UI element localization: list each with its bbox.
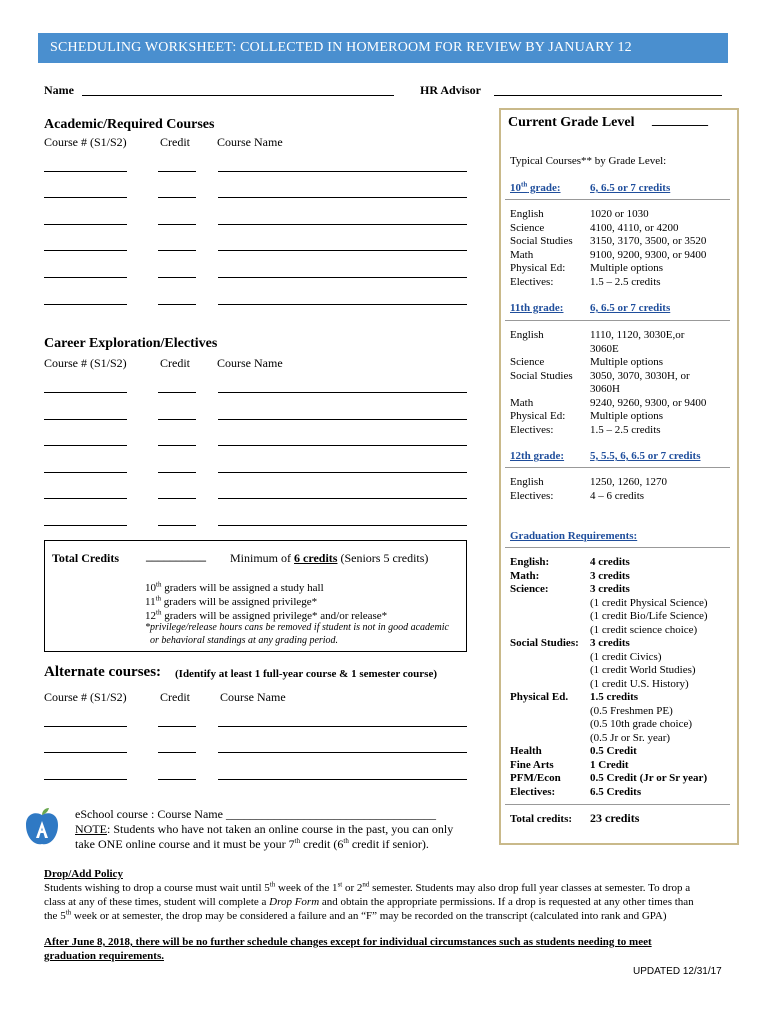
career-col-name: Course Name — [217, 356, 283, 370]
grade-level-label: Current Grade Level — [508, 115, 635, 130]
course-number-field[interactable] — [44, 752, 127, 753]
final-notice — [44, 935, 734, 963]
grad-value: (0.5 Jr or Sr. year) — [590, 731, 671, 744]
subject: Math — [510, 248, 534, 261]
course-value: 1.5 – 2.5 credits — [590, 423, 661, 436]
course-number-field[interactable] — [44, 779, 127, 780]
typical-courses-label: Typical Courses** by Grade Level: — [510, 155, 667, 167]
academic-title: Academic/Required Courses — [44, 117, 215, 132]
grad-value: 0.5 Credit — [590, 745, 637, 757]
grade10-credits: 6, 6.5 or 7 credits — [590, 182, 671, 194]
divider — [505, 804, 730, 805]
credit-field[interactable] — [158, 304, 196, 305]
privilege-note-1: *privilege/release hours cans be removed if student is not in good academic — [145, 622, 449, 633]
line3b: credit (6 — [300, 837, 344, 851]
course-value: 3060E — [590, 342, 619, 355]
grade10-number: 10 — [510, 182, 521, 194]
grad-subject: Social Studies: — [510, 637, 579, 649]
privilege-12 — [145, 609, 387, 623]
credit-field[interactable] — [158, 171, 196, 172]
privilege-note-2: or behavioral standings at any grading period. — [150, 635, 339, 646]
course-number-field[interactable] — [44, 277, 127, 278]
grade12-values — [590, 476, 667, 503]
course-value: 9240, 9260, 9300, or 9400 — [590, 396, 707, 409]
drop-add-policy — [44, 867, 734, 923]
grad-value: 3 credits — [590, 637, 630, 649]
grad-value: (1 credit Civics) — [590, 650, 662, 663]
course-number-field[interactable] — [44, 445, 127, 446]
grad-subject: Electives: — [510, 785, 556, 798]
alternate-col-credit: Credit — [160, 690, 190, 704]
grade11-subjects — [510, 329, 573, 437]
course-value: 1250, 1260, 1270 — [590, 476, 667, 488]
privilege-11-text: graders will be assigned privilege* — [163, 596, 318, 608]
course-number-field[interactable] — [44, 472, 127, 473]
course-name-field[interactable] — [218, 392, 467, 393]
credit-field[interactable] — [158, 277, 196, 278]
career-col-credit: Credit — [160, 356, 190, 370]
grad-subject: English: — [510, 556, 550, 568]
grad-subject — [510, 732, 579, 746]
grad-subject — [510, 651, 579, 665]
academic-col-course: Course # (S1/S2) — [44, 135, 127, 149]
course-value: 1.5 – 2.5 credits — [590, 275, 661, 288]
course-value: 4100, 4110, or 4200 — [590, 221, 679, 234]
grad-subject — [510, 664, 579, 678]
subject — [510, 343, 573, 357]
privilege-list — [145, 581, 387, 623]
p1d: semester. Students may also drop full year classes at semester. To drop a — [369, 882, 691, 894]
credit-field[interactable] — [158, 224, 196, 225]
ordinal: th — [65, 908, 72, 917]
privilege-12-text: graders will be assigned privilege* and/or release* — [164, 610, 388, 622]
total-credits-field[interactable]: __________ — [146, 549, 206, 563]
note-label: NOTE — [75, 822, 107, 836]
privilege-10-text: graders will be assigned a study hall — [164, 582, 324, 594]
total-credits-req-value: 23 credits — [590, 811, 640, 825]
course-value: Multiple options — [590, 262, 664, 274]
p2a: class at any of these times, student will complete a — [44, 896, 270, 908]
course-name-field[interactable] — [218, 277, 467, 278]
p3a: the 5 — [44, 910, 66, 922]
credit-field[interactable] — [158, 472, 196, 473]
course-value: 3050, 3070, 3030H, or — [590, 369, 690, 382]
line3c: credit if senior). — [348, 837, 429, 851]
ordinal: th — [269, 880, 276, 889]
grad-subject: Physical Ed. — [510, 691, 569, 703]
credit-field[interactable] — [158, 779, 196, 780]
career-title: Career Exploration/Electives — [44, 336, 218, 351]
subject: Science — [510, 356, 545, 368]
ordinal: th — [155, 594, 162, 603]
minimum-prefix: Minimum of — [230, 551, 295, 565]
page-banner: SCHEDULING WORKSHEET: COLLECTED IN HOMEROOM FOR REVIEW BY JANUARY 12 — [38, 33, 728, 63]
subject: Science — [510, 221, 545, 234]
divider — [505, 467, 730, 468]
subject: English — [510, 476, 544, 488]
grade12-subjects — [510, 476, 553, 503]
p3b: week or at semester, the drop may be considered a failure and an “F” may be recorded on the transcript (calculated into rank and GPA) — [71, 910, 667, 922]
grad-value: (1 credit Bio/Life Science) — [590, 610, 708, 622]
grade11-header: 11th grade: — [510, 302, 564, 314]
subject: Math — [510, 396, 534, 409]
grad-subject — [510, 597, 579, 611]
total-credits-req-label: Total credits: — [510, 813, 573, 825]
drop-form-text: Drop Form — [269, 896, 320, 908]
privilege-10 — [145, 581, 387, 595]
updated-date: UPDATED 12/31/17 — [633, 966, 722, 977]
grad-value: 3 credits — [590, 569, 630, 582]
credit-field[interactable] — [158, 498, 196, 499]
grade-level-field[interactable]: ________ — [652, 113, 708, 128]
course-number-field[interactable] — [44, 197, 127, 198]
course-value: 1110, 1120, 3030E,or — [590, 329, 685, 341]
course-name-field[interactable] — [218, 498, 467, 499]
grad-subjects — [510, 556, 579, 799]
course-name-field[interactable] — [218, 304, 467, 305]
credit-field[interactable] — [158, 752, 196, 753]
final-notice-line1: After June 8, 2018, there will be no further schedule changes except for individual circumstances such as students needing to meet — [44, 936, 652, 948]
subject: Electives: — [510, 489, 554, 502]
grad-subject: Health — [510, 745, 542, 757]
grad-value: (1 credit World Studies) — [590, 664, 696, 676]
course-name-field[interactable] — [218, 419, 467, 420]
alternate-title: Alternate courses: — [44, 664, 162, 680]
divider — [505, 199, 730, 200]
credit-field[interactable] — [158, 197, 196, 198]
grade10-subjects — [510, 208, 573, 289]
note-text: : Students who have not taken an online course in the past, you can only — [107, 822, 454, 836]
p1a: Students wishing to drop a course must wait until 5 — [44, 882, 270, 894]
credit-field[interactable] — [158, 445, 196, 446]
p2c: and obtain the appropriate permissions. If a drop is requested at any other times than — [319, 896, 694, 908]
alternate-subtitle: (Identify at least 1 full-year course & 1 semester course) — [175, 668, 437, 680]
subject: Physical Ed: — [510, 262, 566, 274]
grad-subject — [510, 678, 579, 692]
eschool-apple-logo — [22, 806, 62, 850]
alternate-col-name: Course Name — [220, 690, 286, 704]
grade12-header: 12th grade: — [510, 450, 565, 462]
divider — [505, 547, 730, 548]
grad-subject — [510, 610, 579, 624]
minimum-suffix: (Seniors 5 credits) — [337, 551, 429, 565]
ordinal: th — [156, 580, 162, 589]
subject: Physical Ed: — [510, 410, 566, 422]
eschool-line3 — [75, 837, 453, 852]
grad-value: (0.5 10th grade choice) — [590, 718, 693, 730]
ordinal: nd — [362, 880, 370, 889]
academic-col-credit: Credit — [160, 135, 190, 149]
eschool-line1: eSchool course : Course Name ___________________________________ — [75, 807, 436, 821]
ordinal: th — [343, 837, 349, 845]
grade12-credits: 5, 5.5, 6, 6.5 or 7 credits — [590, 450, 701, 462]
subject: Electives: — [510, 275, 554, 288]
subject: Electives: — [510, 423, 554, 436]
p1c: or 2 — [342, 882, 363, 894]
grad-value: 3 credits — [590, 583, 630, 595]
advisor-label: HR Advisor — [420, 83, 482, 97]
grad-subject: PFM/Econ — [510, 772, 561, 784]
alternate-col-course: Course # (S1/S2) — [44, 690, 127, 704]
grad-subject — [510, 718, 579, 732]
credit-field[interactable] — [158, 250, 196, 251]
grade-10: 10 — [145, 582, 156, 594]
grad-subject: Science: — [510, 583, 549, 595]
grad-value: (0.5 Freshmen PE) — [590, 704, 673, 717]
course-number-field[interactable] — [44, 419, 127, 420]
eschool-block — [75, 807, 453, 852]
grade10-header: 10th grade: — [510, 180, 561, 194]
grad-subject: Fine Arts — [510, 758, 554, 771]
grade10-values — [590, 208, 706, 289]
course-number-field[interactable] — [44, 250, 127, 251]
name-label: Name — [44, 83, 74, 97]
minimum-credits-text — [230, 551, 428, 566]
grade10-suffix: grade: — [527, 182, 561, 194]
course-number-field[interactable] — [44, 498, 127, 499]
subject: Social Studies — [510, 235, 573, 247]
course-number-field[interactable] — [44, 525, 127, 526]
course-name-field[interactable] — [218, 197, 467, 198]
grad-subject: Math: — [510, 569, 540, 582]
course-number-field[interactable] — [44, 726, 127, 727]
minimum-value: 6 credits — [294, 551, 338, 565]
grad-value: (1 credit U.S. History) — [590, 677, 689, 690]
divider — [505, 320, 730, 321]
course-value: 1020 or 1030 — [590, 208, 649, 220]
grade-12: 12 — [145, 610, 156, 622]
final-notice-line2: graduation requirements. — [44, 950, 164, 962]
course-number-field[interactable] — [44, 304, 127, 305]
grad-value: 6.5 Credits — [590, 785, 642, 798]
total-credits-label: Total Credits — [52, 551, 120, 565]
course-number-field[interactable] — [44, 171, 127, 172]
course-number-field[interactable] — [44, 224, 127, 225]
subject: English — [510, 208, 544, 220]
grad-value: 4 credits — [590, 556, 630, 568]
course-value: 3150, 3170, 3500, or 3520 — [590, 235, 707, 247]
course-number-field[interactable] — [44, 392, 127, 393]
course-value: 3060H — [590, 383, 620, 395]
course-name-field[interactable] — [218, 224, 467, 225]
grad-value: 1.5 credits — [590, 691, 639, 703]
name-field[interactable] — [82, 95, 394, 96]
policy-line3 — [44, 909, 734, 923]
graduation-title: Graduation Requirements: — [510, 530, 638, 542]
grad-subject — [510, 705, 579, 719]
grad-values — [590, 556, 708, 799]
advisor-field[interactable] — [494, 95, 722, 96]
subject: Social Studies — [510, 369, 573, 382]
grade-11: 11 — [145, 596, 156, 608]
subject — [510, 383, 573, 397]
ordinal: st — [337, 880, 343, 889]
career-col-course: Course # (S1/S2) — [44, 356, 127, 370]
credit-field[interactable] — [158, 419, 196, 420]
line3a: take ONE online course and it must be your 7 — [75, 837, 295, 851]
grad-subject — [510, 624, 579, 638]
course-value: 9100, 9200, 9300, or 9400 — [590, 248, 707, 261]
academic-col-name: Course Name — [217, 135, 283, 149]
course-name-field[interactable] — [218, 779, 467, 780]
course-name-field[interactable] — [218, 250, 467, 251]
course-name-field[interactable] — [218, 472, 467, 473]
grade11-credits: 6, 6.5 or 7 credits — [590, 302, 671, 314]
p1b: week of the 1 — [275, 882, 338, 894]
course-value: Multiple options — [590, 410, 664, 422]
eschool-note — [75, 822, 453, 837]
policy-line1 — [44, 881, 734, 895]
course-name-field[interactable] — [218, 445, 467, 446]
course-name-field[interactable] — [218, 525, 467, 526]
ordinal: th — [294, 837, 301, 845]
course-name-field[interactable] — [218, 752, 467, 753]
course-name-field[interactable] — [218, 171, 467, 172]
policy-title: Drop/Add Policy — [44, 868, 123, 880]
subject: English — [510, 329, 544, 341]
policy-line2 — [44, 895, 734, 909]
credit-field[interactable] — [158, 392, 196, 393]
course-value: 4 – 6 credits — [590, 489, 645, 502]
grad-value: 1 Credit — [590, 758, 629, 771]
ordinal: th — [156, 608, 162, 617]
grad-value: 0.5 Credit (Jr or Sr year) — [590, 772, 708, 784]
privilege-11 — [145, 595, 387, 609]
grade11-values — [590, 329, 706, 437]
grad-value: (1 credit science choice) — [590, 623, 698, 636]
course-value: Multiple options — [590, 356, 664, 368]
credit-field[interactable] — [158, 525, 196, 526]
grad-value: (1 credit Physical Science) — [590, 596, 708, 609]
course-name-field[interactable] — [218, 726, 467, 727]
credit-field[interactable] — [158, 726, 196, 727]
